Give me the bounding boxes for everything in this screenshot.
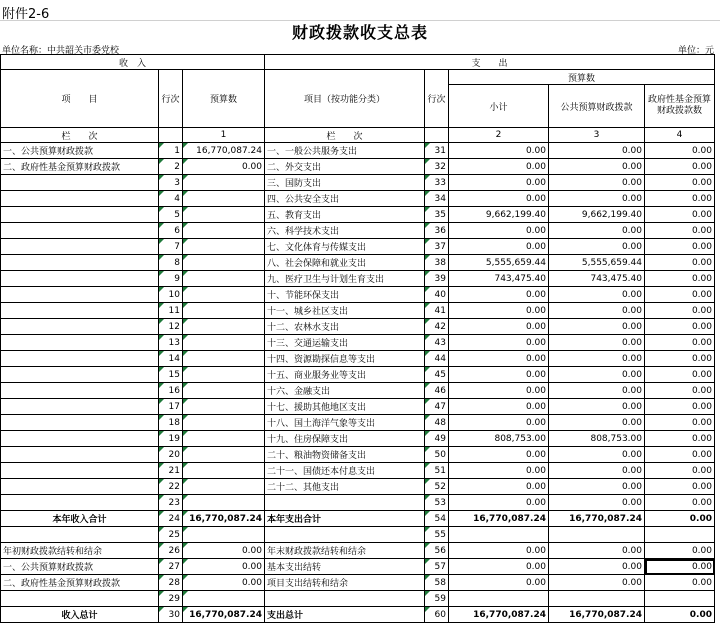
table-row (1, 143, 715, 159)
expense-public-budget-cell[interactable]: 0.00 (549, 447, 645, 463)
income-budget-cell[interactable] (183, 255, 265, 271)
income-row-no-cell[interactable]: 30 (159, 607, 183, 623)
table-row (1, 431, 715, 447)
income-budget-cell[interactable] (183, 207, 265, 223)
income-budget-cell[interactable] (183, 527, 265, 543)
income-item-cell[interactable] (1, 351, 159, 367)
expense-subtotal-cell[interactable]: 0.00 (449, 287, 549, 303)
budget-header[interactable]: 预算数 (183, 70, 265, 128)
expense-item-cell[interactable]: 十六、金融支出 (265, 383, 425, 399)
expense-row-no-cell[interactable]: 34 (425, 191, 449, 207)
document-reference[interactable]: 附件2-6 (2, 7, 50, 22)
subtotal-header[interactable]: 小计 (449, 85, 549, 128)
table-row (1, 543, 715, 559)
public-budget-header[interactable]: 公共预算财政拨款 (549, 85, 645, 128)
table-row (1, 367, 715, 383)
expense-item-cell[interactable]: 八、社会保障和就业支出 (265, 255, 425, 271)
expense-row-no-cell[interactable]: 58 (425, 575, 449, 591)
expense-public-budget-cell[interactable]: 0.00 (549, 367, 645, 383)
expense-public-budget-cell[interactable]: 0.00 (549, 399, 645, 415)
expense-gov-fund-cell[interactable]: 0.00 (645, 511, 715, 527)
income-budget-cell[interactable] (183, 191, 265, 207)
expense-row-no-cell[interactable]: 42 (425, 319, 449, 335)
expense-public-budget-cell[interactable]: 0.00 (549, 191, 645, 207)
income-row-no-cell[interactable]: 15 (159, 367, 183, 383)
table-row (1, 319, 715, 335)
expense-public-budget-cell[interactable]: 0.00 (549, 335, 645, 351)
column-label-left[interactable]: 栏 次 (1, 128, 159, 143)
expense-item-cell[interactable]: 十五、商业服务业等支出 (265, 367, 425, 383)
table-row (1, 303, 715, 319)
expense-row-no-cell[interactable]: 39 (425, 271, 449, 287)
column-label-blank-2[interactable] (425, 128, 449, 143)
expense-row-no-cell[interactable]: 50 (425, 447, 449, 463)
expense-public-budget-cell[interactable]: 0.00 (549, 575, 645, 591)
expense-item-cell[interactable]: 二十二、其他支出 (265, 479, 425, 495)
expense-subtotal-cell[interactable]: 0.00 (449, 463, 549, 479)
income-row-no-cell[interactable]: 25 (159, 527, 183, 543)
expense-gov-fund-cell[interactable]: 0.00 (645, 575, 715, 591)
income-item-cell[interactable] (1, 271, 159, 287)
expense-public-budget-cell[interactable]: 0.00 (549, 303, 645, 319)
expense-gov-fund-cell[interactable] (645, 527, 715, 543)
income-item-cell[interactable] (1, 447, 159, 463)
expense-subtotal-cell[interactable]: 0.00 (449, 303, 549, 319)
expense-item-cell[interactable]: 一、一般公共服务支出 (265, 143, 425, 159)
expense-gov-fund-cell[interactable]: 0.00 (645, 239, 715, 255)
income-budget-cell[interactable]: 16,770,087.24 (183, 511, 265, 527)
expense-row-no-cell[interactable]: 36 (425, 223, 449, 239)
income-item-cell[interactable]: 本年收入合计 (1, 511, 159, 527)
expense-subtotal-cell[interactable]: 0.00 (449, 239, 549, 255)
income-budget-cell[interactable] (183, 495, 265, 511)
expense-public-budget-cell[interactable]: 16,770,087.24 (549, 607, 645, 623)
expense-public-budget-cell[interactable]: 0.00 (549, 175, 645, 191)
expense-item-cell[interactable]: 支出总计 (265, 607, 425, 623)
table-row (1, 271, 715, 287)
expense-subtotal-cell[interactable]: 743,475.40 (449, 271, 549, 287)
expense-gov-fund-cell[interactable]: 0.00 (645, 383, 715, 399)
income-item-cell[interactable] (1, 399, 159, 415)
income-row-no-cell[interactable]: 6 (159, 223, 183, 239)
income-item-cell[interactable] (1, 495, 159, 511)
income-item-cell[interactable] (1, 591, 159, 607)
expense-gov-fund-cell[interactable]: 0.00 (645, 559, 715, 575)
row-no-header-2[interactable]: 行次 (425, 70, 449, 128)
expense-subtotal-cell[interactable]: 0.00 (449, 143, 549, 159)
fiscal-summary-table (0, 54, 715, 623)
expense-gov-fund-cell[interactable]: 0.00 (645, 271, 715, 287)
expense-gov-fund-cell[interactable]: 0.00 (645, 303, 715, 319)
income-item-cell[interactable] (1, 527, 159, 543)
income-row-no-cell[interactable]: 2 (159, 159, 183, 175)
income-item-cell[interactable] (1, 415, 159, 431)
expense-public-budget-cell[interactable]: 0.00 (549, 351, 645, 367)
expense-row-no-cell[interactable]: 59 (425, 591, 449, 607)
income-item-cell[interactable] (1, 383, 159, 399)
income-row-no-cell[interactable]: 22 (159, 479, 183, 495)
expense-subtotal-cell[interactable]: 0.00 (449, 479, 549, 495)
table-row (1, 463, 715, 479)
expense-subtotal-cell[interactable] (449, 591, 549, 607)
item-by-function-header[interactable]: 项目（按功能分类） (265, 70, 425, 128)
income-item-cell[interactable]: 收入总计 (1, 607, 159, 623)
expense-subtotal-cell[interactable]: 0.00 (449, 319, 549, 335)
table-row (1, 511, 715, 527)
expense-row-no-cell[interactable]: 43 (425, 335, 449, 351)
expense-row-no-cell[interactable]: 41 (425, 303, 449, 319)
table-row (1, 559, 715, 575)
table-row (1, 575, 715, 591)
expense-item-cell[interactable]: 九、医疗卫生与计划生育支出 (265, 271, 425, 287)
table-row (1, 383, 715, 399)
expense-item-cell[interactable]: 六、科学技术支出 (265, 223, 425, 239)
table-row (1, 287, 715, 303)
income-row-no-cell[interactable]: 12 (159, 319, 183, 335)
expense-row-no-cell[interactable]: 47 (425, 399, 449, 415)
income-budget-cell[interactable] (183, 431, 265, 447)
expense-subtotal-cell[interactable]: 0.00 (449, 351, 549, 367)
budget-group-header[interactable]: 预算数 (449, 70, 715, 85)
item-header[interactable]: 项 目 (1, 70, 159, 128)
expense-item-cell[interactable]: 项目支出结转和结余 (265, 575, 425, 591)
income-budget-cell[interactable]: 0.00 (183, 159, 265, 175)
expense-item-cell[interactable]: 基本支出结转 (265, 559, 425, 575)
table-row (1, 607, 715, 623)
income-budget-cell[interactable] (183, 319, 265, 335)
expense-gov-fund-cell[interactable]: 0.00 (645, 223, 715, 239)
table-row (1, 495, 715, 511)
table-row (1, 479, 715, 495)
income-row-no-cell[interactable]: 19 (159, 431, 183, 447)
expense-item-cell[interactable]: 年末财政拨款结转和结余 (265, 543, 425, 559)
income-item-cell[interactable] (1, 255, 159, 271)
expense-item-cell[interactable]: 本年支出合计 (265, 511, 425, 527)
income-budget-cell[interactable] (183, 383, 265, 399)
expense-public-budget-cell[interactable]: 0.00 (549, 495, 645, 511)
expense-gov-fund-cell[interactable] (645, 591, 715, 607)
income-item-cell[interactable] (1, 431, 159, 447)
income-budget-cell[interactable] (183, 303, 265, 319)
table-row (1, 335, 715, 351)
expense-gov-fund-cell[interactable]: 0.00 (645, 207, 715, 223)
income-item-cell[interactable] (1, 463, 159, 479)
gov-fund-header[interactable]: 政府性基金预算财政拨款数 (645, 85, 715, 128)
expense-public-budget-cell[interactable] (549, 591, 645, 607)
expense-public-budget-cell[interactable]: 0.00 (549, 479, 645, 495)
expense-gov-fund-cell[interactable]: 0.00 (645, 335, 715, 351)
table-row (1, 223, 715, 239)
expense-item-cell[interactable]: 四、公共安全支出 (265, 191, 425, 207)
table-row (1, 159, 715, 175)
expense-public-budget-cell[interactable]: 0.00 (549, 287, 645, 303)
income-row-no-cell[interactable]: 9 (159, 271, 183, 287)
expense-row-no-cell[interactable]: 37 (425, 239, 449, 255)
income-budget-cell[interactable] (183, 591, 265, 607)
report-title[interactable]: 财政拨款收支总表 (291, 23, 428, 42)
expense-item-cell[interactable]: 二、外交支出 (265, 159, 425, 175)
income-item-cell[interactable] (1, 207, 159, 223)
income-budget-cell[interactable] (183, 447, 265, 463)
income-item-cell[interactable] (1, 175, 159, 191)
expense-subtotal-cell[interactable]: 808,753.00 (449, 431, 549, 447)
income-budget-cell[interactable] (183, 367, 265, 383)
income-budget-cell[interactable] (183, 479, 265, 495)
income-budget-cell[interactable]: 0.00 (183, 559, 265, 575)
table-row (1, 239, 715, 255)
expense-gov-fund-cell[interactable]: 0.00 (645, 607, 715, 623)
income-budget-cell[interactable]: 16,770,087.24 (183, 607, 265, 623)
expense-gov-fund-cell[interactable]: 0.00 (645, 319, 715, 335)
expense-row-no-cell[interactable]: 57 (425, 559, 449, 575)
expense-row-no-cell[interactable]: 48 (425, 415, 449, 431)
expense-item-cell[interactable]: 十九、住房保障支出 (265, 431, 425, 447)
expense-public-budget-cell[interactable]: 0.00 (549, 223, 645, 239)
expense-row-no-cell[interactable]: 53 (425, 495, 449, 511)
income-item-cell[interactable] (1, 335, 159, 351)
expense-subtotal-cell[interactable] (449, 527, 549, 543)
expense-subtotal-cell[interactable]: 0.00 (449, 575, 549, 591)
table-row (1, 591, 715, 607)
table-row (1, 175, 715, 191)
expense-item-cell[interactable]: 十七、援助其他地区支出 (265, 399, 425, 415)
expense-gov-fund-cell[interactable]: 0.00 (645, 351, 715, 367)
expense-gov-fund-cell[interactable]: 0.00 (645, 431, 715, 447)
table-row (1, 527, 715, 543)
row-no-header[interactable]: 行次 (159, 70, 183, 128)
income-item-cell[interactable] (1, 367, 159, 383)
expense-item-cell[interactable] (265, 591, 425, 607)
income-item-cell[interactable]: 二、政府性基金预算财政拨款 (1, 575, 159, 591)
expense-subtotal-cell[interactable]: 0.00 (449, 543, 549, 559)
expense-row-no-cell[interactable]: 45 (425, 367, 449, 383)
expense-row-no-cell[interactable]: 38 (425, 255, 449, 271)
expense-public-budget-cell[interactable]: 0.00 (549, 415, 645, 431)
expense-public-budget-cell[interactable]: 0.00 (549, 159, 645, 175)
income-budget-cell[interactable]: 0.00 (183, 543, 265, 559)
income-row-no-cell[interactable]: 10 (159, 287, 183, 303)
income-row-no-cell[interactable]: 11 (159, 303, 183, 319)
expense-row-no-cell[interactable]: 33 (425, 175, 449, 191)
income-item-cell[interactable] (1, 319, 159, 335)
income-row-no-cell[interactable]: 3 (159, 175, 183, 191)
expense-public-budget-cell[interactable]: 0.00 (549, 383, 645, 399)
expense-subtotal-cell[interactable]: 0.00 (449, 383, 549, 399)
expense-public-budget-cell[interactable]: 0.00 (549, 463, 645, 479)
income-budget-cell[interactable] (183, 287, 265, 303)
income-row-no-cell[interactable]: 7 (159, 239, 183, 255)
expense-item-cell[interactable]: 五、教育支出 (265, 207, 425, 223)
income-item-cell[interactable]: 二、政府性基金预算财政拨款 (1, 159, 159, 175)
expense-item-cell[interactable]: 十四、资源勘探信息等支出 (265, 351, 425, 367)
income-header[interactable]: 收 入 (1, 55, 265, 70)
income-item-cell[interactable] (1, 287, 159, 303)
expense-item-cell[interactable]: 二十、粮油物资储备支出 (265, 447, 425, 463)
expense-row-no-cell[interactable]: 56 (425, 543, 449, 559)
expense-subtotal-cell[interactable]: 9,662,199.40 (449, 207, 549, 223)
income-row-no-cell[interactable]: 27 (159, 559, 183, 575)
expense-public-budget-cell[interactable]: 0.00 (549, 543, 645, 559)
income-row-no-cell[interactable]: 5 (159, 207, 183, 223)
expense-row-no-cell[interactable]: 32 (425, 159, 449, 175)
expense-row-no-cell[interactable]: 60 (425, 607, 449, 623)
table-row (1, 415, 715, 431)
expense-item-cell[interactable]: 三、国防支出 (265, 175, 425, 191)
income-budget-cell[interactable] (183, 415, 265, 431)
expense-gov-fund-cell[interactable]: 0.00 (645, 479, 715, 495)
expense-item-cell[interactable]: 十三、交通运输支出 (265, 335, 425, 351)
income-budget-cell[interactable] (183, 175, 265, 191)
expense-gov-fund-cell[interactable]: 0.00 (645, 255, 715, 271)
column-label-right[interactable]: 栏 次 (265, 128, 425, 143)
expense-subtotal-cell[interactable]: 0.00 (449, 175, 549, 191)
title-row (0, 0, 720, 21)
expense-item-cell[interactable]: 十八、国土海洋气象等支出 (265, 415, 425, 431)
expense-row-no-cell[interactable]: 49 (425, 431, 449, 447)
expense-item-cell[interactable]: 十、节能环保支出 (265, 287, 425, 303)
income-row-no-cell[interactable]: 8 (159, 255, 183, 271)
expense-public-budget-cell[interactable] (549, 527, 645, 543)
expense-gov-fund-cell[interactable]: 0.00 (645, 399, 715, 415)
table-row (1, 191, 715, 207)
expense-gov-fund-cell[interactable]: 0.00 (645, 367, 715, 383)
expense-item-cell[interactable] (265, 495, 425, 511)
expense-subtotal-cell[interactable]: 5,555,659.44 (449, 255, 549, 271)
income-item-cell[interactable] (1, 223, 159, 239)
expense-public-budget-cell[interactable]: 5,555,659.44 (549, 255, 645, 271)
income-row-no-cell[interactable]: 4 (159, 191, 183, 207)
expense-subtotal-cell[interactable]: 16,770,087.24 (449, 607, 549, 623)
expense-subtotal-cell[interactable]: 0.00 (449, 335, 549, 351)
expense-row-no-cell[interactable]: 35 (425, 207, 449, 223)
expense-subtotal-cell[interactable]: 0.00 (449, 159, 549, 175)
expense-subtotal-cell[interactable]: 0.00 (449, 367, 549, 383)
expense-subtotal-cell[interactable]: 0.00 (449, 559, 549, 575)
expense-row-no-cell[interactable]: 44 (425, 351, 449, 367)
expense-row-no-cell[interactable]: 52 (425, 479, 449, 495)
income-item-cell[interactable]: 年初财政拨款结转和结余 (1, 543, 159, 559)
column-number-3[interactable]: 3 (549, 128, 645, 143)
expense-gov-fund-cell[interactable]: 0.00 (645, 415, 715, 431)
income-budget-cell[interactable] (183, 351, 265, 367)
income-budget-cell[interactable] (183, 271, 265, 287)
expense-gov-fund-cell[interactable]: 0.00 (645, 143, 715, 159)
expense-gov-fund-cell[interactable]: 0.00 (645, 495, 715, 511)
income-row-no-cell[interactable]: 1 (159, 143, 183, 159)
expense-public-budget-cell[interactable]: 9,662,199.40 (549, 207, 645, 223)
expense-gov-fund-cell[interactable]: 0.00 (645, 447, 715, 463)
income-row-no-cell[interactable]: 17 (159, 399, 183, 415)
expense-item-cell[interactable]: 七、文化体育与传媒支出 (265, 239, 425, 255)
expense-header[interactable]: 支 出 (265, 55, 715, 70)
expense-gov-fund-cell[interactable]: 0.00 (645, 191, 715, 207)
expense-subtotal-cell[interactable]: 16,770,087.24 (449, 511, 549, 527)
expense-gov-fund-cell[interactable]: 0.00 (645, 159, 715, 175)
expense-gov-fund-cell[interactable]: 0.00 (645, 463, 715, 479)
expense-public-budget-cell[interactable]: 0.00 (549, 239, 645, 255)
table-row (1, 255, 715, 271)
income-budget-cell[interactable] (183, 399, 265, 415)
income-budget-cell[interactable]: 0.00 (183, 575, 265, 591)
income-row-no-cell[interactable]: 21 (159, 463, 183, 479)
expense-public-budget-cell[interactable]: 16,770,087.24 (549, 511, 645, 527)
expense-item-cell[interactable]: 十一、城乡社区支出 (265, 303, 425, 319)
expense-item-cell[interactable] (265, 527, 425, 543)
expense-row-no-cell[interactable]: 40 (425, 287, 449, 303)
expense-gov-fund-cell[interactable]: 0.00 (645, 175, 715, 191)
income-row-no-cell[interactable]: 26 (159, 543, 183, 559)
expense-subtotal-cell[interactable]: 0.00 (449, 415, 549, 431)
expense-row-no-cell[interactable]: 55 (425, 527, 449, 543)
income-row-no-cell[interactable]: 16 (159, 383, 183, 399)
expense-row-no-cell[interactable]: 46 (425, 383, 449, 399)
income-row-no-cell[interactable]: 13 (159, 335, 183, 351)
expense-public-budget-cell[interactable]: 0.00 (549, 143, 645, 159)
unit-label[interactable]: 单位：元 (677, 46, 714, 56)
expense-subtotal-cell[interactable]: 0.00 (449, 447, 549, 463)
expense-public-budget-cell[interactable]: 0.00 (549, 319, 645, 335)
expense-row-no-cell[interactable]: 54 (425, 511, 449, 527)
expense-subtotal-cell[interactable]: 0.00 (449, 191, 549, 207)
column-number-1[interactable]: 1 (183, 128, 265, 143)
expense-subtotal-cell[interactable]: 0.00 (449, 399, 549, 415)
expense-row-no-cell[interactable]: 31 (425, 143, 449, 159)
income-row-no-cell[interactable]: 14 (159, 351, 183, 367)
income-item-cell[interactable]: 一、公共预算财政拨款 (1, 559, 159, 575)
income-budget-cell[interactable] (183, 335, 265, 351)
table-row (1, 351, 715, 367)
income-row-no-cell[interactable]: 29 (159, 591, 183, 607)
expense-item-cell[interactable]: 十二、农林水支出 (265, 319, 425, 335)
income-budget-cell[interactable] (183, 223, 265, 239)
income-row-no-cell[interactable]: 24 (159, 511, 183, 527)
expense-public-budget-cell[interactable]: 0.00 (549, 559, 645, 575)
income-row-no-cell[interactable]: 18 (159, 415, 183, 431)
table-row (1, 447, 715, 463)
expense-public-budget-cell[interactable]: 743,475.40 (549, 271, 645, 287)
expense-gov-fund-cell[interactable]: 0.00 (645, 543, 715, 559)
expense-subtotal-cell[interactable]: 0.00 (449, 495, 549, 511)
income-item-cell[interactable] (1, 303, 159, 319)
income-item-cell[interactable] (1, 239, 159, 255)
column-number-4[interactable]: 4 (645, 128, 715, 143)
income-item-cell[interactable]: 一、公共预算财政拨款 (1, 143, 159, 159)
expense-subtotal-cell[interactable]: 0.00 (449, 223, 549, 239)
column-label-blank[interactable] (159, 128, 183, 143)
income-item-cell[interactable] (1, 191, 159, 207)
income-budget-cell[interactable]: 16,770,087.24 (183, 143, 265, 159)
expense-public-budget-cell[interactable]: 808,753.00 (549, 431, 645, 447)
income-row-no-cell[interactable]: 23 (159, 495, 183, 511)
expense-gov-fund-cell[interactable]: 0.00 (645, 287, 715, 303)
income-item-cell[interactable] (1, 479, 159, 495)
column-number-2[interactable]: 2 (449, 128, 549, 143)
income-budget-cell[interactable] (183, 463, 265, 479)
income-row-no-cell[interactable]: 28 (159, 575, 183, 591)
unit-name[interactable]: 单位名称：中共韶关市委党校 (2, 46, 120, 56)
income-budget-cell[interactable] (183, 239, 265, 255)
table-row (1, 399, 715, 415)
expense-item-cell[interactable]: 二十一、国债还本付息支出 (265, 463, 425, 479)
expense-row-no-cell[interactable]: 51 (425, 463, 449, 479)
table-row (1, 207, 715, 223)
income-row-no-cell[interactable]: 20 (159, 447, 183, 463)
